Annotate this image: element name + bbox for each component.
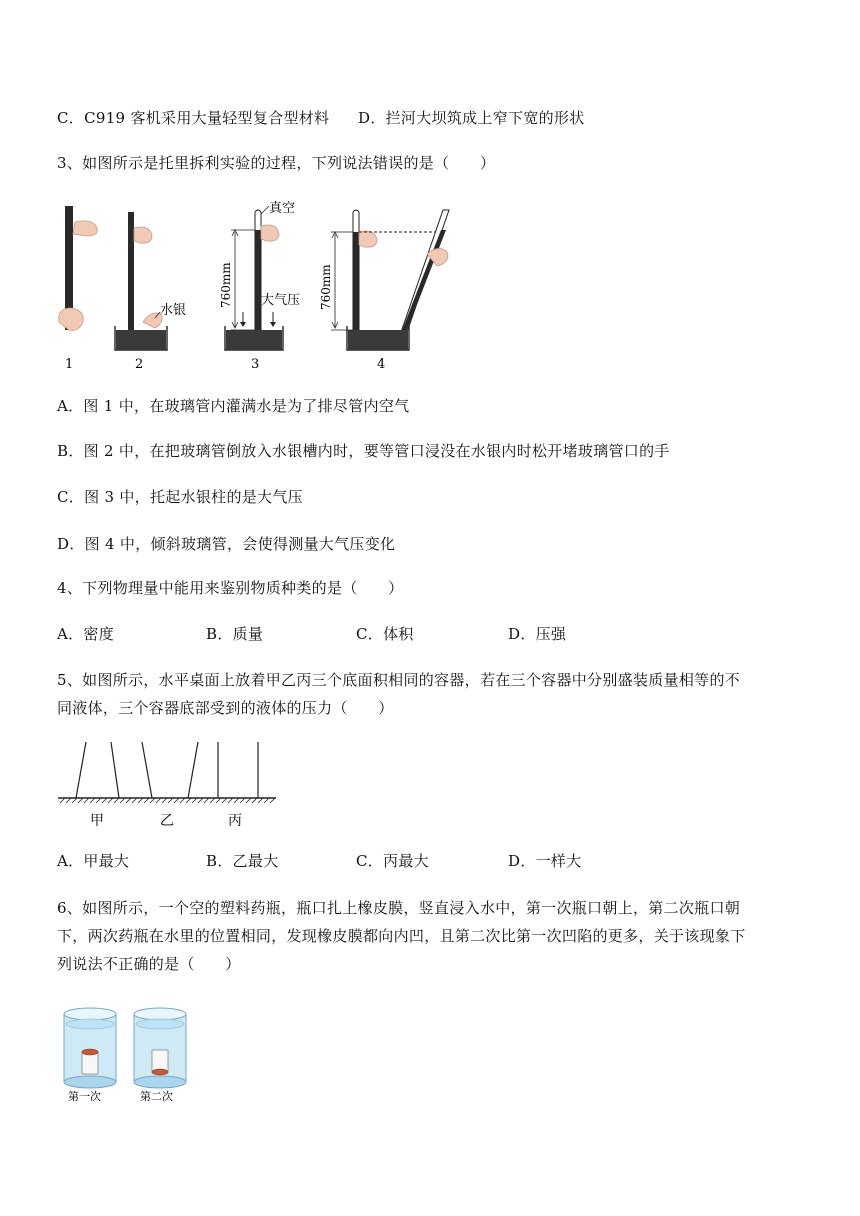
container-yi-left-wall [142, 742, 152, 798]
svg-text:3: 3 [251, 357, 260, 372]
label-jia: 甲 [90, 813, 104, 829]
q4-option-d: D．压强 [508, 625, 567, 643]
q5-stem-line1: 5、如图所示，水平桌面上放着甲乙丙三个底面积相同的容器，若在三个容器中分别盛装质量相等的不 [57, 671, 741, 689]
q4-option-c: C．体积 [356, 625, 414, 643]
q5-option-a: A．甲最大 [57, 852, 130, 870]
q5-option-d: D．一样大 [508, 852, 582, 870]
svg-text:760mm: 760mm [319, 264, 333, 310]
figure-2-tube-in-trough [115, 212, 186, 372]
beaker-first [64, 1008, 116, 1088]
svg-text:1: 1 [65, 357, 74, 372]
label-yi: 乙 [160, 813, 174, 829]
bottle-mouth-down [152, 1050, 168, 1072]
svg-text:大气压: 大气压 [261, 293, 301, 308]
container-jia-right-wall [111, 742, 119, 798]
container-jia-left-wall [76, 742, 86, 798]
label-first-time: 第一次 [68, 1090, 101, 1103]
q5-stem-line2: 同液体，三个容器底部受到的液体的压力（ ） [57, 699, 394, 717]
beaker-second [134, 1008, 186, 1088]
tabletop-hatching [60, 798, 275, 803]
q4-option-a: A．密度 [57, 625, 115, 643]
svg-text:水银: 水银 [160, 303, 187, 318]
svg-text:真空: 真空 [269, 201, 296, 216]
q3-option-a: A．图 1 中，在玻璃管内灌满水是为了排尽管内空气 [57, 397, 410, 415]
q5-option-c: C．丙最大 [356, 852, 429, 870]
figure-3-vacuum [219, 200, 300, 372]
svg-text:2: 2 [135, 357, 144, 372]
torricelli-figure [55, 192, 475, 377]
q2-option-c: C．C919 客机采用大量轻型复合型材料 [57, 109, 330, 127]
q6-stem-line2: 下，两次药瓶在水里的位置相同，发现橡皮膜都向内凹，且第二次比第一次凹陷的更多，关于该现象下 [57, 927, 746, 945]
svg-text:760mm: 760mm [219, 262, 233, 308]
container-yi-right-wall [188, 742, 198, 798]
q3-option-b: B．图 2 中，在把玻璃管倒放入水银槽内时，要等管口浸没在水银内时松开堵玻璃管口的手 [57, 442, 670, 460]
q3-option-d: D．图 4 中，倾斜玻璃管，会使得测量大气压变化 [57, 535, 396, 553]
medicine-bottle-figure [58, 1000, 194, 1104]
bottle-mouth-up [82, 1052, 98, 1074]
label-second-time: 第二次 [140, 1090, 173, 1103]
svg-text:4: 4 [377, 357, 386, 372]
figure-1-tube [59, 206, 98, 372]
q6-stem-line1: 6、如图所示，一个空的塑料药瓶，瓶口扎上橡皮膜，竖直浸入水中，第一次瓶口朝上，第二次瓶口朝 [57, 899, 741, 917]
q2-option-d: D．拦河大坝筑成上窄下宽的形状 [358, 109, 585, 127]
label-bing: 丙 [228, 813, 242, 829]
q4-option-b: B．质量 [206, 625, 264, 643]
q6-stem-line3: 列说法不正确的是（ ） [57, 955, 241, 973]
figure-4-tilted-tube [319, 210, 449, 372]
q5-option-b: B．乙最大 [206, 852, 279, 870]
containers-figure [56, 738, 278, 832]
q3-option-c: C．图 3 中，托起水银柱的是大气压 [57, 488, 303, 506]
q3-stem: 3、如图所示是托里拆利实验的过程，下列说法错误的是（ ） [57, 154, 496, 172]
q4-stem: 4、下列物理量中能用来鉴别物质种类的是（ ） [57, 579, 404, 597]
